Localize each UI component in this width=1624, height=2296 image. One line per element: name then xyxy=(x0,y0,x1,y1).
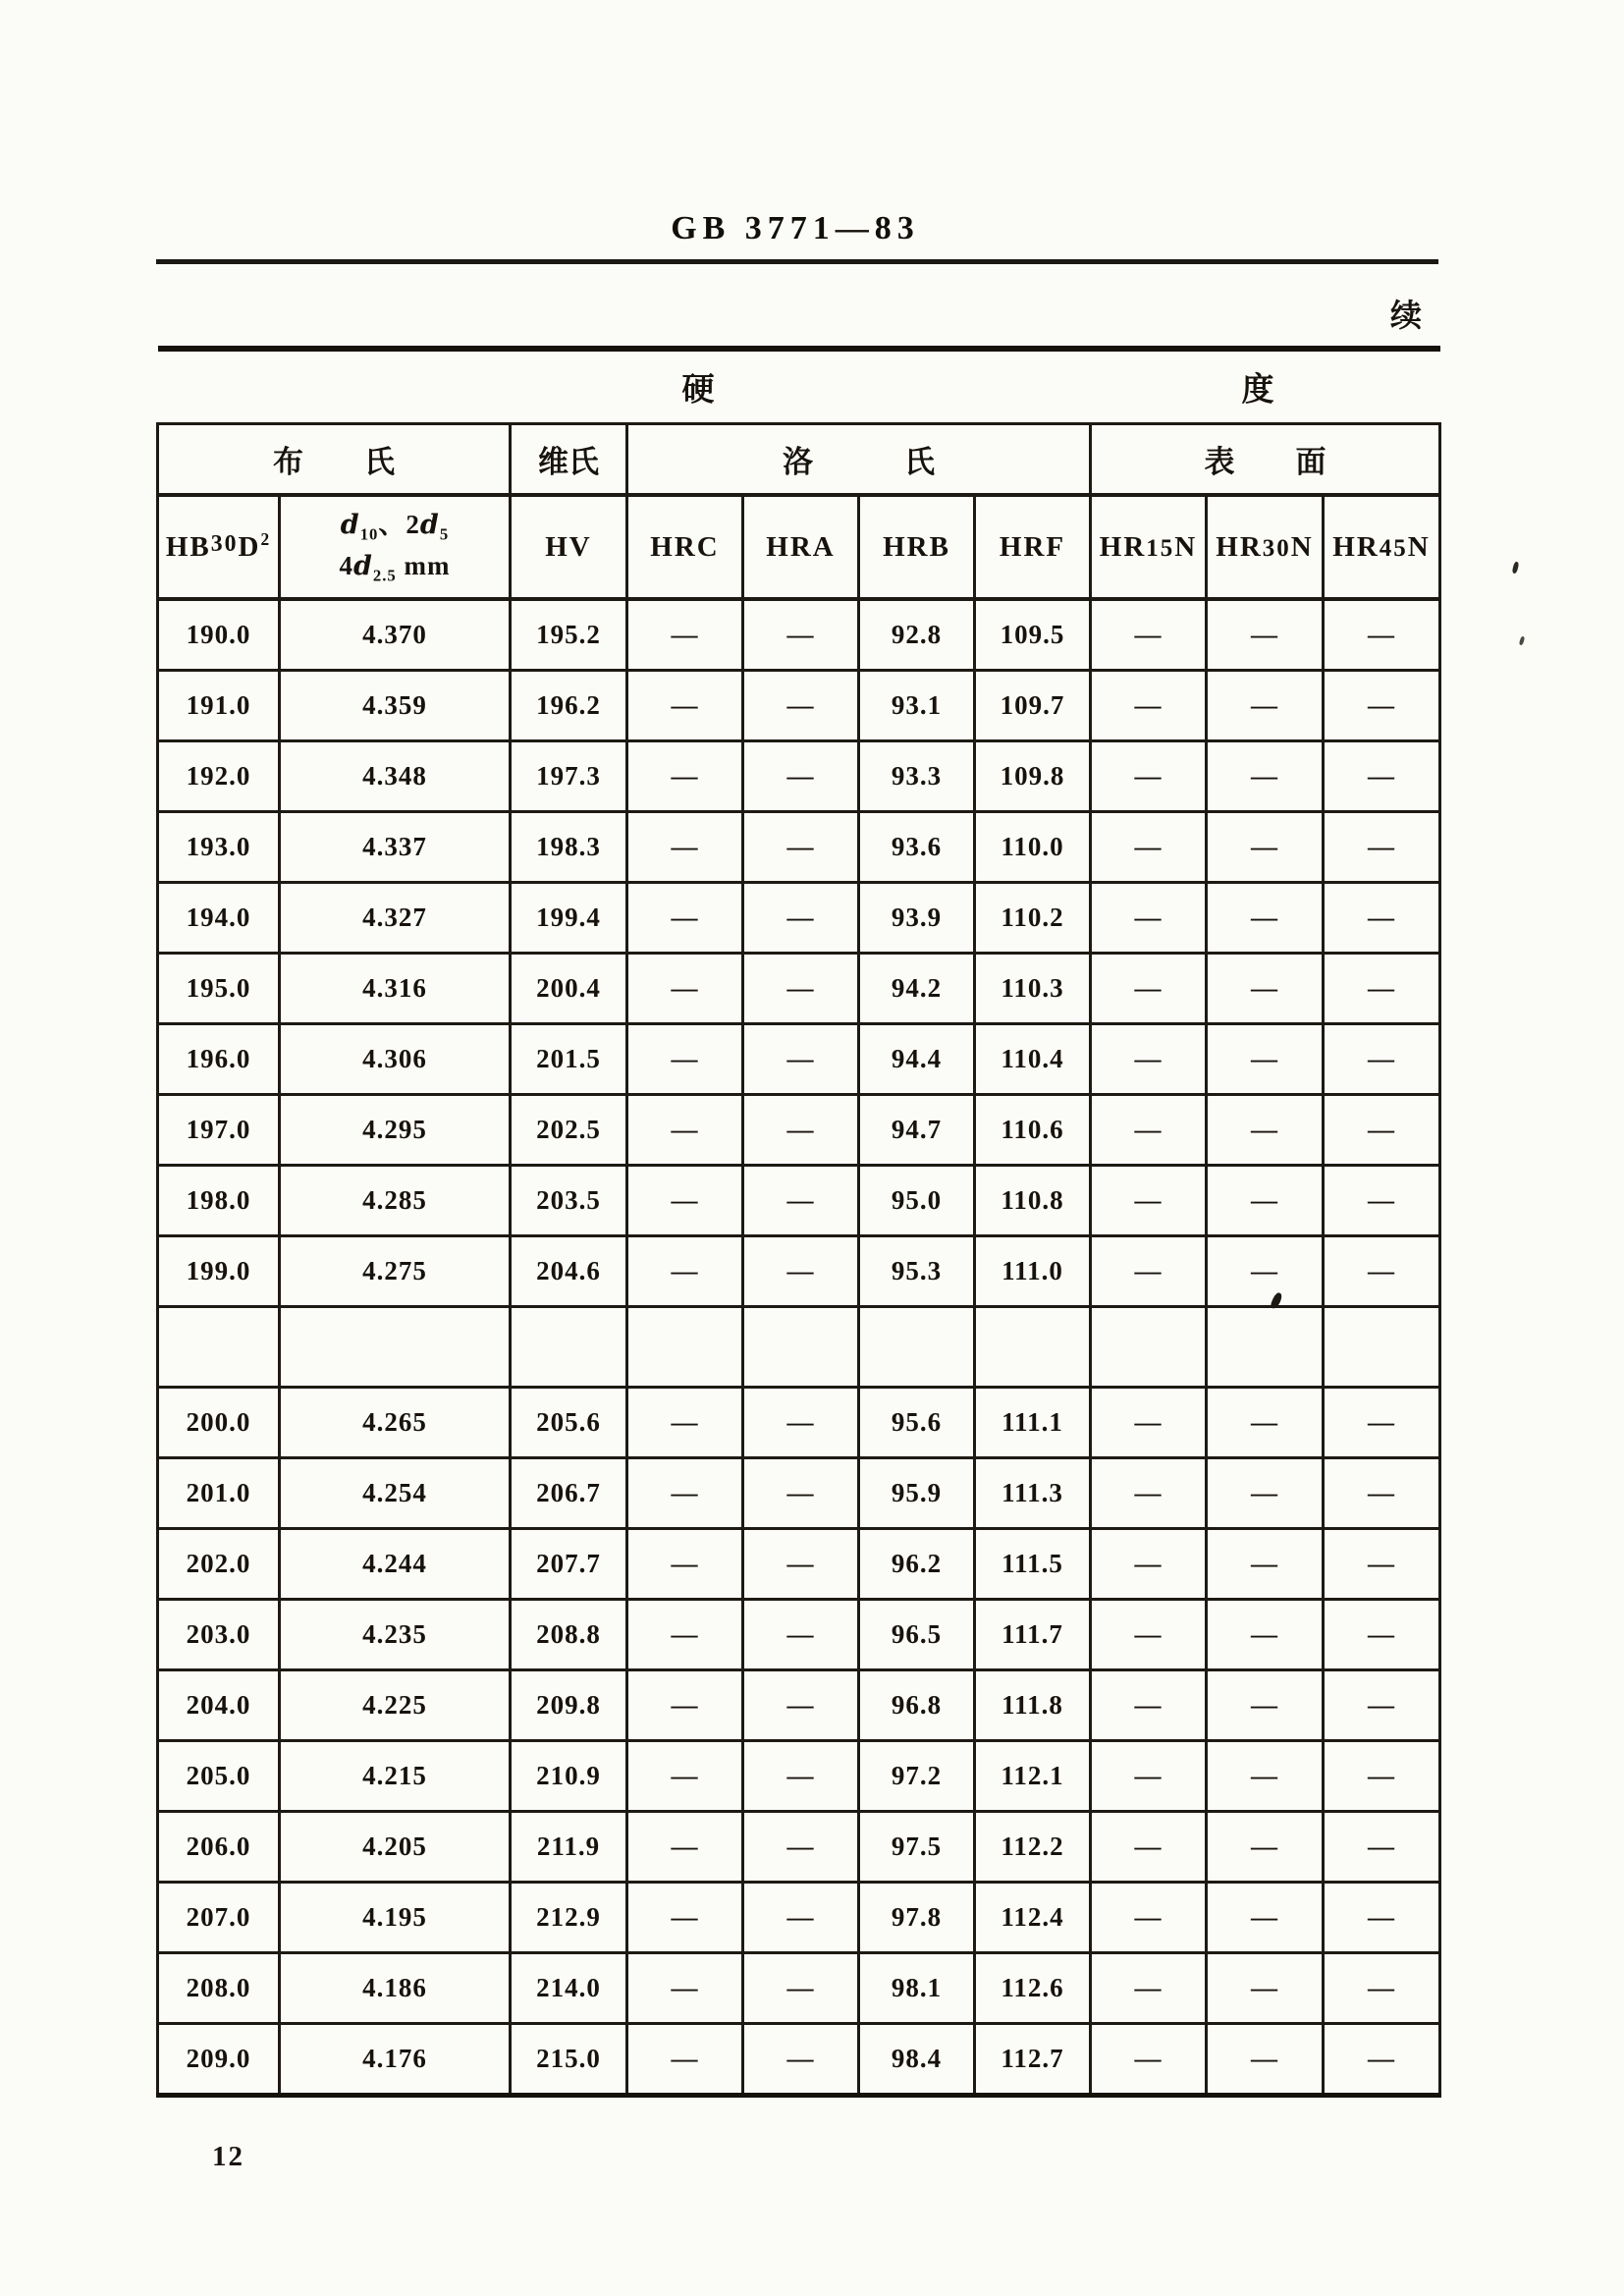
cell: 208.0 xyxy=(158,1953,280,2024)
cell: 112.6 xyxy=(975,1953,1091,2024)
cell: — xyxy=(627,1670,743,1741)
cell: — xyxy=(743,954,859,1024)
cell: — xyxy=(1207,1883,1324,1953)
cell xyxy=(743,1307,859,1388)
cell: 110.8 xyxy=(975,1166,1091,1236)
cell: — xyxy=(1091,1388,1207,1458)
cell: — xyxy=(627,812,743,883)
cell: 4.244 xyxy=(280,1529,511,1600)
cell: — xyxy=(1091,1458,1207,1529)
group-header-vickers: 维氏 xyxy=(511,424,627,496)
cell: 112.2 xyxy=(975,1812,1091,1883)
cell: 212.9 xyxy=(511,1883,627,1953)
cell: — xyxy=(743,1883,859,1953)
cell: 98.4 xyxy=(859,2024,975,2096)
table-row xyxy=(158,1670,1440,1741)
cell: — xyxy=(1324,1166,1440,1236)
scan-speck xyxy=(1512,562,1520,574)
cell: 4.254 xyxy=(280,1458,511,1529)
cell: — xyxy=(1091,1529,1207,1600)
cell: 93.6 xyxy=(859,812,975,883)
cell: 211.9 xyxy=(511,1812,627,1883)
cell: 112.1 xyxy=(975,1741,1091,1812)
header-band-hardness xyxy=(158,349,1440,424)
cell: — xyxy=(1207,1529,1324,1600)
cell: 4.306 xyxy=(280,1024,511,1095)
cell: 93.1 xyxy=(859,671,975,741)
cell: — xyxy=(1091,2024,1207,2096)
cell: — xyxy=(743,1953,859,2024)
cell xyxy=(859,1307,975,1388)
cell: — xyxy=(1324,1388,1440,1458)
cell: — xyxy=(1207,1095,1324,1166)
cell: 201.5 xyxy=(511,1024,627,1095)
cell: 95.0 xyxy=(859,1166,975,1236)
cell: — xyxy=(1091,954,1207,1024)
hardness-conversion-table xyxy=(156,346,1441,2098)
cell: — xyxy=(627,1529,743,1600)
hardness-band-cell xyxy=(158,349,1440,424)
cell: — xyxy=(1324,1024,1440,1095)
cell: 92.8 xyxy=(859,599,975,671)
cell: — xyxy=(1324,1953,1440,2024)
cell: — xyxy=(1207,954,1324,1024)
table-body xyxy=(158,599,1440,2096)
cell: 203.5 xyxy=(511,1166,627,1236)
page-title: GB 3771—83 xyxy=(671,210,920,246)
cell: 190.0 xyxy=(158,599,280,671)
table-row xyxy=(158,1812,1440,1883)
cell: — xyxy=(1091,1741,1207,1812)
hardness-char-right: 度 xyxy=(1241,372,1274,409)
cell: 204.6 xyxy=(511,1236,627,1307)
cell: 97.5 xyxy=(859,1812,975,1883)
cell: — xyxy=(627,671,743,741)
cell: 196.0 xyxy=(158,1024,280,1095)
cell: — xyxy=(1324,1529,1440,1600)
cell: 194.0 xyxy=(158,883,280,954)
cell: 199.0 xyxy=(158,1236,280,1307)
cell: — xyxy=(1324,599,1440,671)
cell: 203.0 xyxy=(158,1600,280,1670)
table-row xyxy=(158,1095,1440,1166)
col-header-hrc: HRC xyxy=(627,495,743,599)
cell: 195.0 xyxy=(158,954,280,1024)
cell: 208.8 xyxy=(511,1600,627,1670)
cell: 198.3 xyxy=(511,812,627,883)
table-row xyxy=(158,2024,1440,2096)
cell: — xyxy=(1207,1024,1324,1095)
cell: 4.225 xyxy=(280,1670,511,1741)
col-header-hb30d2: $HB30D^2$ xyxy=(158,495,280,599)
cell: — xyxy=(1091,812,1207,883)
cell: — xyxy=(627,1953,743,2024)
cell: — xyxy=(627,1095,743,1166)
col-header-hrf: HRF xyxy=(975,495,1091,599)
cell: 4.337 xyxy=(280,812,511,883)
group-header-brinell: 布 氏 xyxy=(158,424,511,496)
cell: 110.6 xyxy=(975,1095,1091,1166)
cell: — xyxy=(1324,1741,1440,1812)
cell: 112.7 xyxy=(975,2024,1091,2096)
cell: — xyxy=(1324,812,1440,883)
cell: 96.5 xyxy=(859,1600,975,1670)
cell: 193.0 xyxy=(158,812,280,883)
cell: — xyxy=(1324,1458,1440,1529)
cell: 210.9 xyxy=(511,1741,627,1812)
cell: — xyxy=(1091,1236,1207,1307)
cell: — xyxy=(743,1600,859,1670)
cell: — xyxy=(627,1741,743,1812)
cell: — xyxy=(627,1600,743,1670)
table-row xyxy=(158,1236,1440,1307)
table-row xyxy=(158,1953,1440,2024)
cell: 98.1 xyxy=(859,1953,975,2024)
table-row xyxy=(158,671,1440,741)
cell: 95.9 xyxy=(859,1458,975,1529)
table-row xyxy=(158,1600,1440,1670)
table-row xyxy=(158,954,1440,1024)
cell: — xyxy=(627,954,743,1024)
cell: 94.2 xyxy=(859,954,975,1024)
cell: 209.0 xyxy=(158,2024,280,2096)
cell: — xyxy=(743,1388,859,1458)
table-row xyxy=(158,1741,1440,1812)
cell: — xyxy=(1207,1458,1324,1529)
cell: 4.265 xyxy=(280,1388,511,1458)
cell: — xyxy=(1091,1024,1207,1095)
cell: 199.4 xyxy=(511,883,627,954)
cell: 4.235 xyxy=(280,1600,511,1670)
cell: 95.3 xyxy=(859,1236,975,1307)
cell: — xyxy=(1091,883,1207,954)
cell: — xyxy=(627,1812,743,1883)
page-number: 12 xyxy=(212,2141,244,2172)
cell: 209.8 xyxy=(511,1670,627,1741)
cell xyxy=(158,1307,280,1388)
cell: 110.2 xyxy=(975,883,1091,954)
cell: 4.186 xyxy=(280,1953,511,2024)
cell: — xyxy=(743,1024,859,1095)
cell: — xyxy=(627,1458,743,1529)
cell: — xyxy=(1324,2024,1440,2096)
table-row xyxy=(158,599,1440,671)
cell: 94.4 xyxy=(859,1024,975,1095)
cell: 95.6 xyxy=(859,1388,975,1458)
cell: 4.295 xyxy=(280,1095,511,1166)
cell: — xyxy=(1207,741,1324,812)
cell: — xyxy=(1324,1883,1440,1953)
cell: 201.0 xyxy=(158,1458,280,1529)
table-row xyxy=(158,1388,1440,1458)
cell: — xyxy=(1091,1166,1207,1236)
col-header-hr15n: HR15N xyxy=(1091,495,1207,599)
cell: 196.2 xyxy=(511,671,627,741)
scan-speck xyxy=(1519,636,1526,646)
cell: — xyxy=(743,1166,859,1236)
cell: 4.327 xyxy=(280,883,511,954)
cell: — xyxy=(743,1670,859,1741)
table-row xyxy=(158,1024,1440,1095)
cell xyxy=(511,1307,627,1388)
cell: — xyxy=(1091,1883,1207,1953)
table-row xyxy=(158,1883,1440,1953)
cell: 200.4 xyxy=(511,954,627,1024)
cell: — xyxy=(1324,741,1440,812)
cell: — xyxy=(627,883,743,954)
cell: 110.0 xyxy=(975,812,1091,883)
cell: — xyxy=(1324,1236,1440,1307)
group-header-superficial: 表 面 xyxy=(1091,424,1440,496)
cell xyxy=(1324,1307,1440,1388)
cell: 192.0 xyxy=(158,741,280,812)
cell: — xyxy=(1091,741,1207,812)
cell: — xyxy=(1207,599,1324,671)
cell: 215.0 xyxy=(511,2024,627,2096)
cell: — xyxy=(1091,1812,1207,1883)
table-row xyxy=(158,741,1440,812)
cell: — xyxy=(1207,671,1324,741)
cell: — xyxy=(1091,671,1207,741)
header-band-scales xyxy=(158,424,1440,496)
cell: — xyxy=(1324,1600,1440,1670)
cell: 4.370 xyxy=(280,599,511,671)
cell: 191.0 xyxy=(158,671,280,741)
cell: — xyxy=(743,1741,859,1812)
cell: 109.8 xyxy=(975,741,1091,812)
cell: 97.2 xyxy=(859,1741,975,1812)
cell: — xyxy=(627,2024,743,2096)
cell: 111.7 xyxy=(975,1600,1091,1670)
title-rule xyxy=(156,259,1438,264)
cell: 93.9 xyxy=(859,883,975,954)
cell: 4.348 xyxy=(280,741,511,812)
cell: 109.7 xyxy=(975,671,1091,741)
cell: — xyxy=(627,1236,743,1307)
cell: — xyxy=(627,1024,743,1095)
cell: 4.205 xyxy=(280,1812,511,1883)
cell: 4.359 xyxy=(280,671,511,741)
col-header-hr45n: HR45N xyxy=(1324,495,1440,599)
cell: — xyxy=(743,599,859,671)
cell: — xyxy=(1324,1812,1440,1883)
continued-label: 续 xyxy=(1390,298,1423,333)
col-header-hrb: HRB xyxy=(859,495,975,599)
cell: — xyxy=(627,1388,743,1458)
cell: — xyxy=(743,1812,859,1883)
cell: — xyxy=(1091,1670,1207,1741)
cell: 96.8 xyxy=(859,1670,975,1741)
cell: — xyxy=(1324,1095,1440,1166)
cell: 110.3 xyxy=(975,954,1091,1024)
cell: — xyxy=(1207,1388,1324,1458)
cell: 111.1 xyxy=(975,1388,1091,1458)
col-header-indent-diameter: $d_{10}$、$2d_5$ $4d_{2.5}$ mm xyxy=(280,495,511,599)
cell: 200.0 xyxy=(158,1388,280,1458)
cell: 96.2 xyxy=(859,1529,975,1600)
cell: — xyxy=(1207,1600,1324,1670)
cell: 197.0 xyxy=(158,1095,280,1166)
cell: 204.0 xyxy=(158,1670,280,1741)
cell: — xyxy=(1324,954,1440,1024)
cell: 4.316 xyxy=(280,954,511,1024)
cell: 4.275 xyxy=(280,1236,511,1307)
cell: — xyxy=(1207,883,1324,954)
cell: — xyxy=(1207,1741,1324,1812)
cell: — xyxy=(1091,599,1207,671)
cell: — xyxy=(743,2024,859,2096)
spacer-row xyxy=(158,1307,1440,1388)
cell: — xyxy=(627,1166,743,1236)
cell: 93.3 xyxy=(859,741,975,812)
cell: 94.7 xyxy=(859,1095,975,1166)
cell: — xyxy=(1091,1953,1207,2024)
cell: — xyxy=(1207,812,1324,883)
cell: 207.0 xyxy=(158,1883,280,1953)
cell: 205.6 xyxy=(511,1388,627,1458)
col-header-hr30n: HR30N xyxy=(1207,495,1324,599)
cell xyxy=(627,1307,743,1388)
cell: 202.0 xyxy=(158,1529,280,1600)
cell xyxy=(280,1307,511,1388)
cell: 202.5 xyxy=(511,1095,627,1166)
cell: — xyxy=(743,671,859,741)
cell: — xyxy=(743,741,859,812)
cell: 207.7 xyxy=(511,1529,627,1600)
cell xyxy=(1207,1307,1324,1388)
cell: — xyxy=(627,599,743,671)
cell: — xyxy=(743,1529,859,1600)
cell: 110.4 xyxy=(975,1024,1091,1095)
table-row xyxy=(158,1166,1440,1236)
cell: — xyxy=(1207,1166,1324,1236)
cell: 111.5 xyxy=(975,1529,1091,1600)
column-header-row xyxy=(158,495,1440,599)
cell: — xyxy=(1324,883,1440,954)
cell: 195.2 xyxy=(511,599,627,671)
cell: — xyxy=(1091,1095,1207,1166)
cell: — xyxy=(627,741,743,812)
table-row xyxy=(158,1529,1440,1600)
cell: 205.0 xyxy=(158,1741,280,1812)
cell xyxy=(1091,1307,1207,1388)
cell: 111.8 xyxy=(975,1670,1091,1741)
cell: — xyxy=(1324,1670,1440,1741)
cell: — xyxy=(743,1095,859,1166)
cell: 206.0 xyxy=(158,1812,280,1883)
col-header-hv: HV xyxy=(511,495,627,599)
cell: 198.0 xyxy=(158,1166,280,1236)
table-row xyxy=(158,883,1440,954)
cell: 4.215 xyxy=(280,1741,511,1812)
cell xyxy=(975,1307,1091,1388)
cell: — xyxy=(1207,2024,1324,2096)
cell: 214.0 xyxy=(511,1953,627,2024)
group-header-rockwell: 洛 氏 xyxy=(627,424,1091,496)
cell: 4.285 xyxy=(280,1166,511,1236)
cell: — xyxy=(743,812,859,883)
cell: 97.8 xyxy=(859,1883,975,1953)
cell: — xyxy=(1207,1236,1324,1307)
cell: — xyxy=(743,1458,859,1529)
cell: — xyxy=(1207,1670,1324,1741)
cell: 111.3 xyxy=(975,1458,1091,1529)
cell: 197.3 xyxy=(511,741,627,812)
cell: 4.176 xyxy=(280,2024,511,2096)
cell: 4.195 xyxy=(280,1883,511,1953)
cell: 111.0 xyxy=(975,1236,1091,1307)
cell: — xyxy=(627,1883,743,1953)
table-row xyxy=(158,1458,1440,1529)
cell: — xyxy=(1207,1953,1324,2024)
col-header-hra: HRA xyxy=(743,495,859,599)
cell: 109.5 xyxy=(975,599,1091,671)
cell: — xyxy=(1324,671,1440,741)
cell: — xyxy=(1207,1812,1324,1883)
cell: 206.7 xyxy=(511,1458,627,1529)
table-row xyxy=(158,812,1440,883)
cell: — xyxy=(743,1236,859,1307)
cell: — xyxy=(1091,1600,1207,1670)
cell: 112.4 xyxy=(975,1883,1091,1953)
cell: — xyxy=(743,883,859,954)
hardness-char-left: 硬 xyxy=(681,372,715,409)
